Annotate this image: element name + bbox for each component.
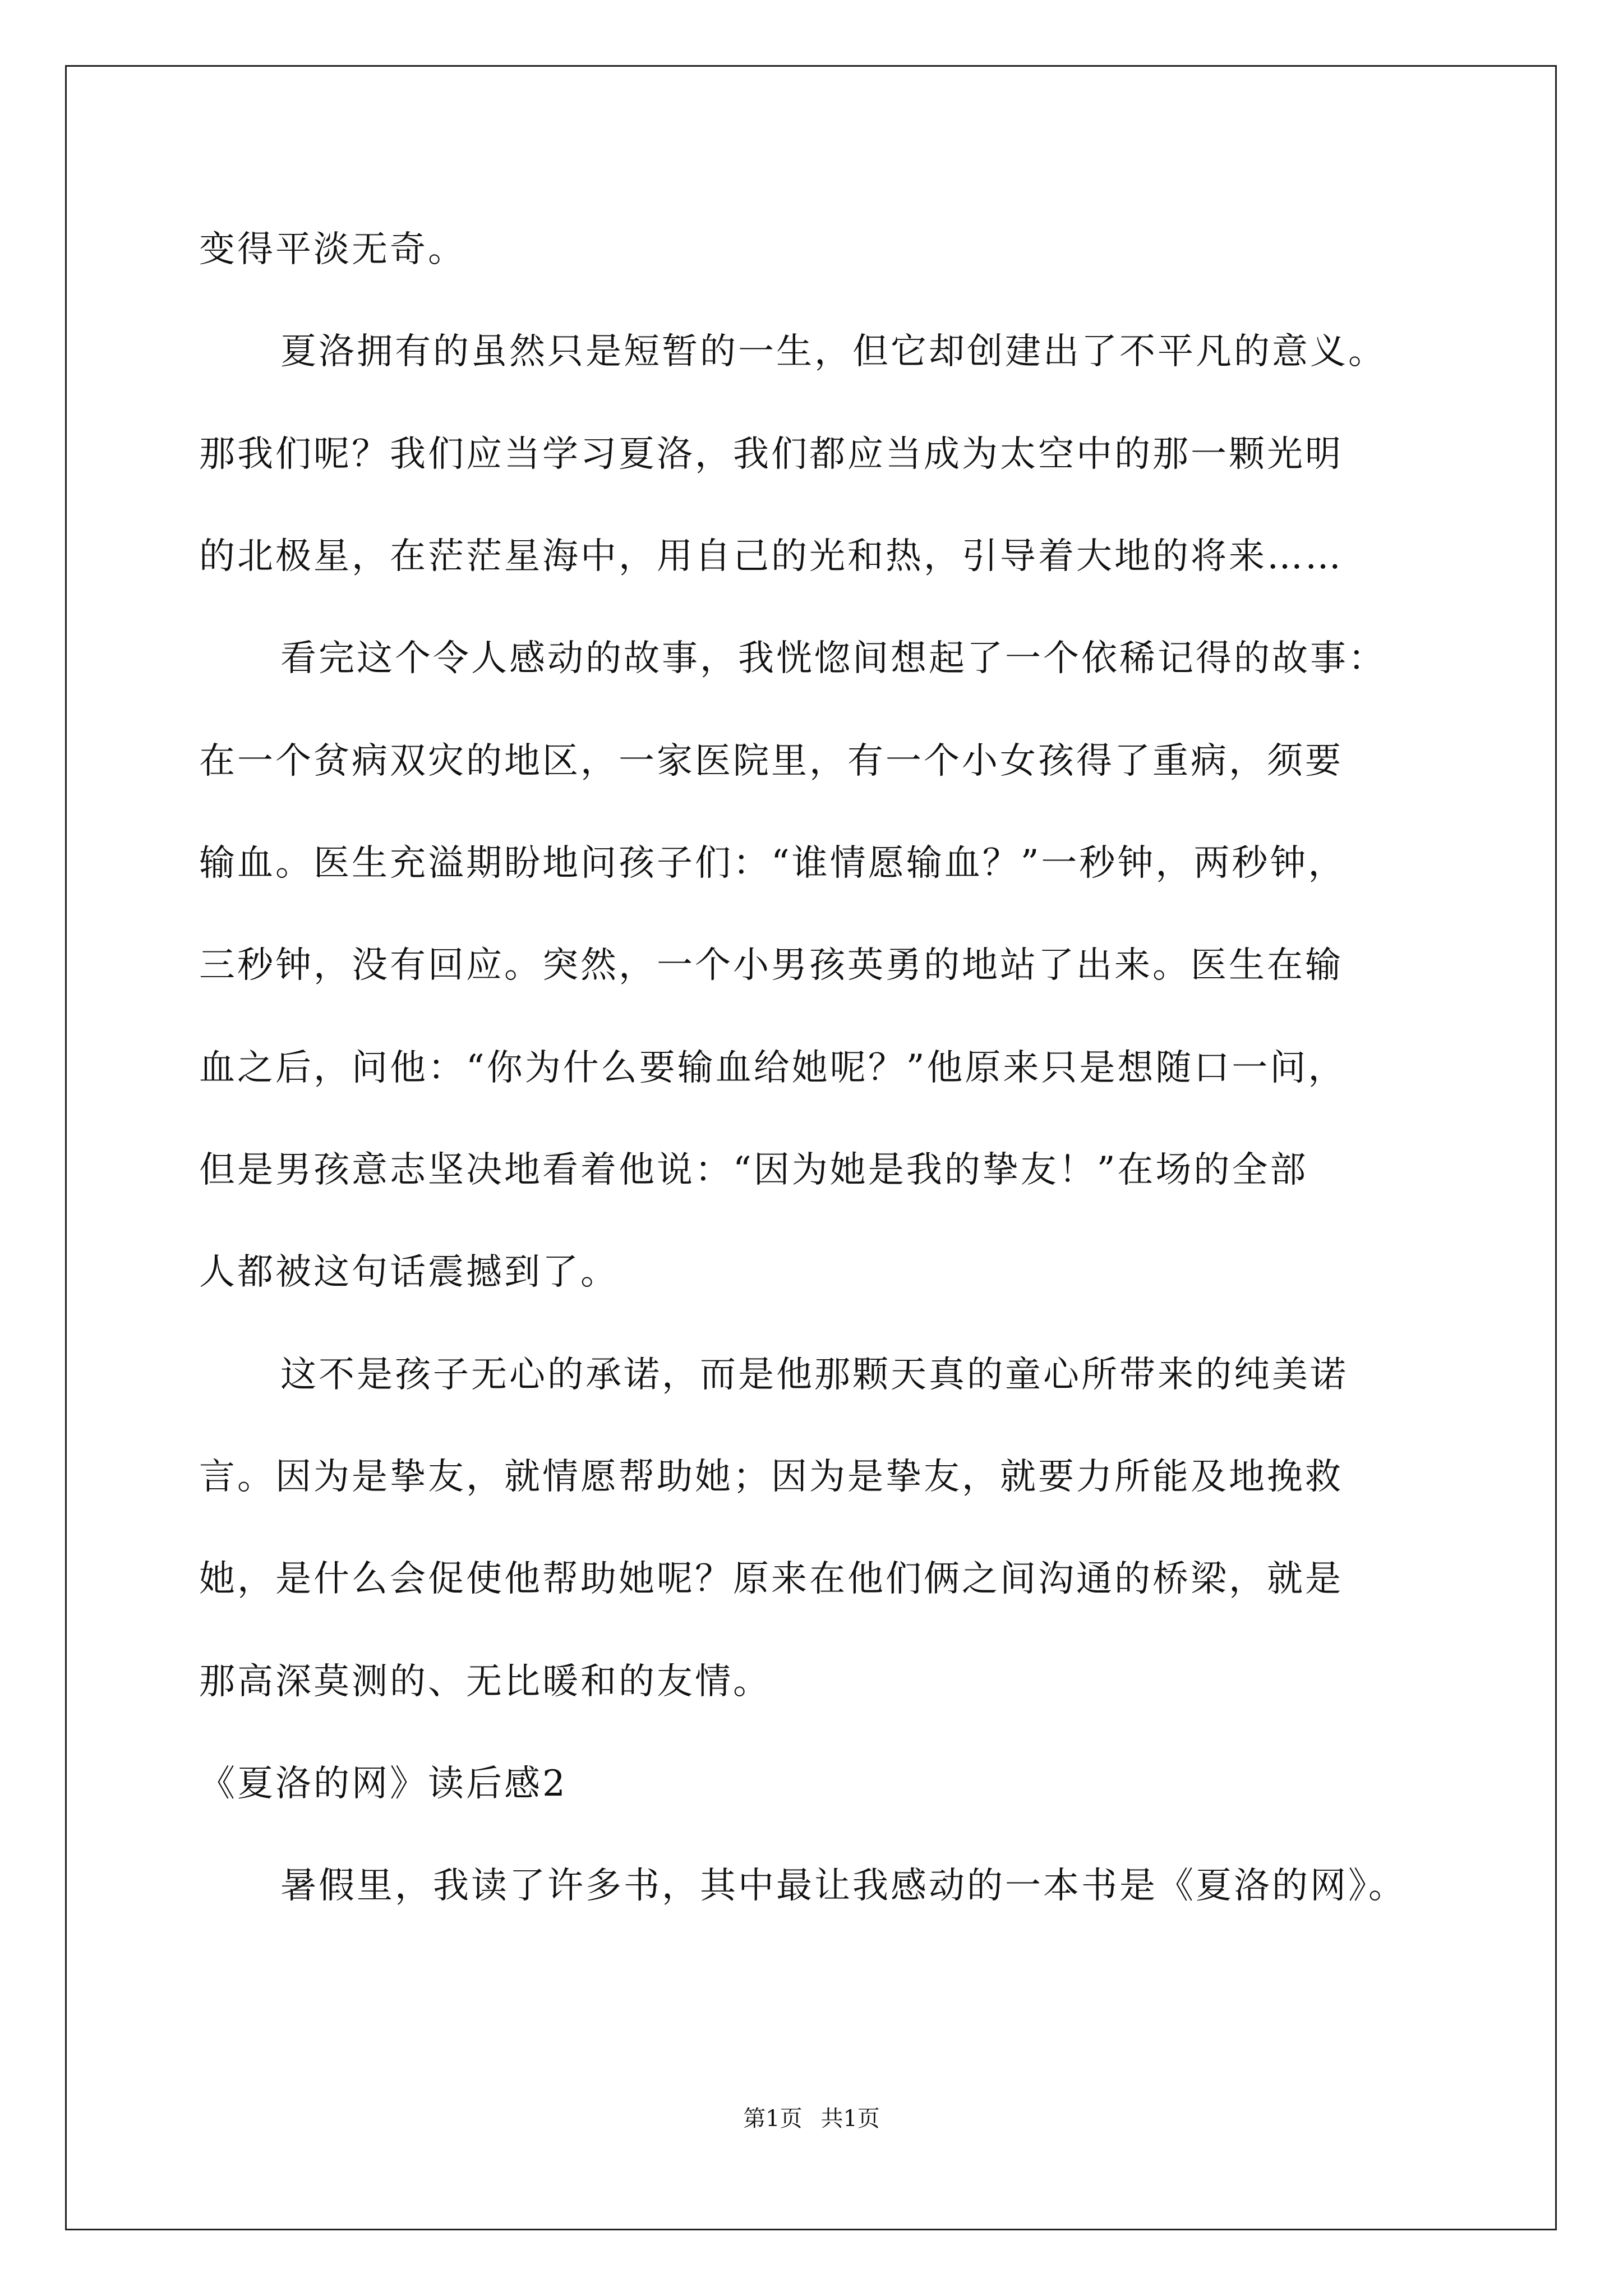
text-line: 她，是什么会促使他帮助她呢？原来在他们俩之间沟通的桥梁，就是: [199, 1558, 1343, 1600]
text-line: 血之后，问他：“你为什么要输血给她呢？”他原来只是想随口一问，: [199, 1047, 1347, 1089]
page-footer: [0, 2105, 1623, 2133]
page-number: 第1页: [743, 2106, 803, 2132]
paragraph-start-line: 这不是孩子无心的承诺，而是他那颗天真的童心所带来的纯美诺: [280, 1354, 1348, 1396]
section-heading: 《夏洛的网》读后感2: [199, 1763, 568, 1805]
text-line: 三秒钟，没有回应。突然，一个小男孩英勇的地站了出来。医生在输: [199, 945, 1343, 986]
text-line: 输血。医生充溢期盼地问孩子们：“谁情愿输血？”一秒钟，两秒钟，: [199, 843, 1347, 884]
text-line: 人都被这句话震撼到了。: [199, 1251, 619, 1293]
paragraph-start-line: 夏洛拥有的虽然只是短暂的一生，但它却创建出了不平凡的意义。: [280, 331, 1386, 372]
page-total: 共1页: [820, 2106, 880, 2132]
text-line: 变得平淡无奇。: [199, 229, 466, 270]
text-line: 言。因为是挚友，就情愿帮助她；因为是挚友，就要力所能及地挽救: [199, 1456, 1343, 1498]
text-line: 但是男孩意志坚决地看着他说：“因为她是我的挚友！”在场的全部: [199, 1149, 1308, 1191]
paragraph-start-line: 看完这个令人感动的故事，我恍惚间想起了一个依稀记得的故事：: [280, 638, 1386, 679]
text-line: 那我们呢？我们应当学习夏洛，我们都应当成为太空中的那一颗光明: [199, 434, 1343, 475]
text-line: 的北极星，在茫茫星海中，用自己的光和热，引导着大地的将来……: [199, 536, 1343, 577]
text-line: 在一个贫病双灾的地区，一家医院里，有一个小女孩得了重病，须要: [199, 740, 1343, 782]
text-line: 那高深莫测的、无比暖和的友情。: [199, 1661, 771, 1703]
paragraph-start-line: 暑假里，我读了许多书，其中最让我感动的一本书是《夏洛的网》。: [280, 1865, 1407, 1907]
